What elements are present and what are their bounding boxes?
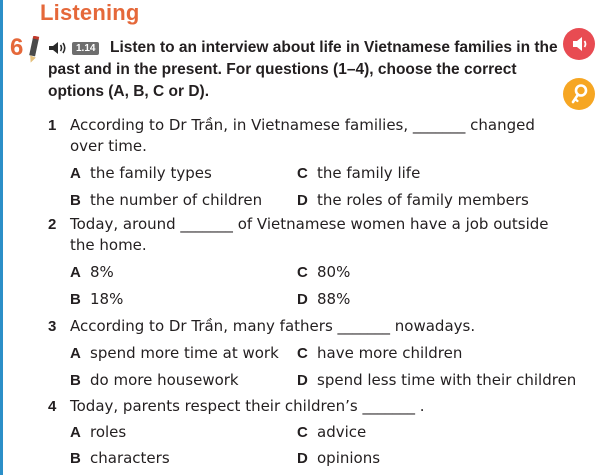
answer-key-button[interactable] [563,78,595,110]
question-3 [48,316,578,337]
option-4b[interactable]: B characters [70,449,170,467]
option-4d[interactable]: D opinions [297,449,381,467]
question-2 [48,214,578,256]
option-4a[interactable]: A roles [70,423,127,441]
speaker-icon[interactable] [48,41,68,55]
question-text: Today, parents respect their children’s _______ . [70,397,425,415]
question-4 [48,396,578,417]
audio-button[interactable] [563,28,595,60]
option-1a[interactable]: A the family types [70,164,212,182]
question-number: 3 [48,318,57,335]
option-3d[interactable]: D spend less time with their children [297,371,577,389]
audio-button-icon [563,28,595,60]
question-1 [48,115,578,157]
option-2b[interactable]: B 18% [70,290,124,308]
instruction-text: Listen to an interview about life in Vietnamese families in the past and in the present. For questions (1–4), choose the correct options (A, B, C or D). [48,39,558,100]
option-3b[interactable]: B do more housework [70,371,239,389]
pencil-icon [27,36,41,64]
question-number: 1 [48,117,57,134]
question-text: According to Dr Trần, in Vietnamese families, _______ changed over time. [70,116,535,155]
question-number: 4 [48,398,57,415]
question-text: Today, around _______ of Vietnamese women have a job outside the home. [70,215,549,254]
section-heading: Listening [40,0,140,25]
option-1c[interactable]: C the family life [297,164,421,182]
option-2c[interactable]: C 80% [297,263,351,281]
question-text: According to Dr Trần, many fathers _______ nowadays. [70,317,476,335]
option-3a[interactable]: A spend more time at work [70,344,279,362]
option-3c[interactable]: C have more children [297,344,463,362]
option-1b[interactable]: B the number of children [70,191,263,209]
option-4c[interactable]: C advice [297,423,367,441]
exercise-instruction [48,37,558,103]
key-icon [563,78,595,110]
option-1d[interactable]: D the roles of family members [297,191,529,209]
question-number: 2 [48,216,57,233]
exercise-number: 6 [10,34,24,61]
track-number-badge: 1.14 [72,42,99,55]
accent-bar [0,0,3,475]
option-2d[interactable]: D 88% [297,290,351,308]
option-2a[interactable]: A 8% [70,263,114,281]
